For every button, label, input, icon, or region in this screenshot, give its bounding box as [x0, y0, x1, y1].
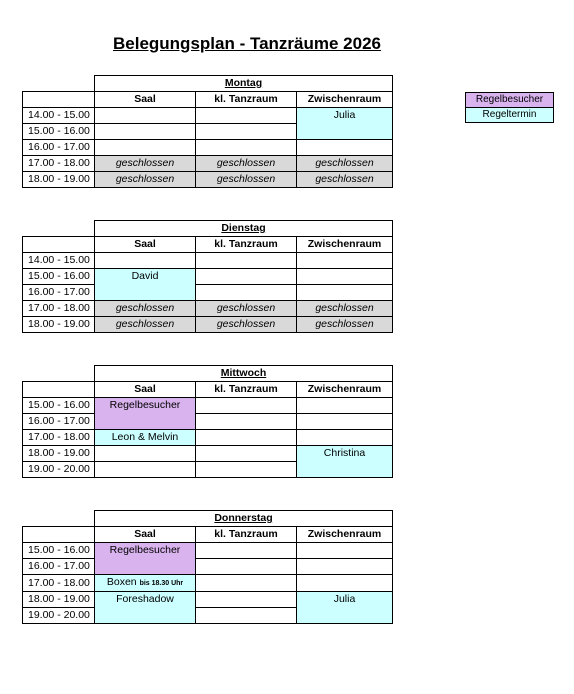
slot-cell — [95, 108, 196, 124]
legend — [465, 92, 554, 123]
col-saal: Saal — [95, 527, 196, 543]
slot-cell — [297, 430, 393, 446]
slot-cell — [196, 446, 297, 462]
col-saal: Saal — [95, 237, 196, 253]
closed-cell: geschlossen — [196, 172, 297, 188]
slot-cell — [297, 253, 393, 269]
corner-cell — [23, 237, 95, 253]
closed-cell: geschlossen — [297, 317, 393, 333]
slot-cell — [196, 124, 297, 140]
col-zwischenraum: Zwischenraum — [297, 527, 393, 543]
booking-regelbesucher: Regelbesucher — [95, 543, 196, 575]
col-kl-tanzraum: kl. Tanzraum — [196, 527, 297, 543]
slot-cell — [95, 253, 196, 269]
time-slot: 16.00 - 17.00 — [23, 285, 95, 301]
day-header: Dienstag — [95, 221, 393, 237]
time-slot: 17.00 - 18.00 — [23, 301, 95, 317]
corner-cell — [23, 382, 95, 398]
col-saal: Saal — [95, 382, 196, 398]
slot-cell — [297, 398, 393, 414]
corner-cell — [23, 92, 95, 108]
closed-cell: geschlossen — [196, 301, 297, 317]
col-kl-tanzraum: kl. Tanzraum — [196, 92, 297, 108]
booking-regelbesucher: Regelbesucher — [95, 398, 196, 430]
slot-cell — [297, 414, 393, 430]
time-slot: 18.00 - 19.00 — [23, 317, 95, 333]
blank-cell — [23, 221, 95, 237]
col-zwischenraum: Zwischenraum — [297, 237, 393, 253]
closed-cell: geschlossen — [95, 172, 196, 188]
boxen-label: Boxen — [106, 576, 137, 588]
closed-cell: geschlossen — [297, 156, 393, 172]
slot-cell — [196, 414, 297, 430]
day-header: Montag — [95, 76, 393, 92]
col-saal: Saal — [95, 92, 196, 108]
slot-cell — [196, 398, 297, 414]
slot-cell — [196, 285, 297, 301]
time-slot: 14.00 - 15.00 — [23, 108, 95, 124]
slot-cell — [95, 124, 196, 140]
slot-cell — [196, 269, 297, 285]
time-slot: 18.00 - 19.00 — [23, 446, 95, 462]
legend-regeltermin: Regeltermin — [466, 108, 554, 123]
time-slot: 17.00 - 18.00 — [23, 430, 95, 446]
booking-julia: Julia — [297, 108, 393, 140]
slot-cell — [297, 140, 393, 156]
time-slot: 15.00 - 16.00 — [23, 543, 95, 559]
booking-david: David — [95, 269, 196, 301]
col-kl-tanzraum: kl. Tanzraum — [196, 382, 297, 398]
schedule-mittwoch — [22, 365, 393, 478]
booking-foreshadow: Foreshadow — [95, 592, 196, 624]
closed-cell: geschlossen — [196, 156, 297, 172]
slot-cell — [196, 140, 297, 156]
time-slot: 14.00 - 15.00 — [23, 253, 95, 269]
slot-cell — [95, 140, 196, 156]
day-header: Mittwoch — [95, 366, 393, 382]
schedule-montag — [22, 75, 393, 188]
slot-cell — [196, 543, 297, 559]
closed-cell: geschlossen — [95, 156, 196, 172]
slot-cell — [297, 559, 393, 575]
time-slot: 18.00 - 19.00 — [23, 172, 95, 188]
blank-cell — [23, 366, 95, 382]
slot-cell — [297, 575, 393, 592]
time-slot: 16.00 - 17.00 — [23, 559, 95, 575]
time-slot: 15.00 - 16.00 — [23, 398, 95, 414]
closed-cell: geschlossen — [297, 172, 393, 188]
booking-leon-melvin: Leon & Melvin — [95, 430, 196, 446]
slot-cell — [196, 559, 297, 575]
day-header: Donnerstag — [95, 511, 393, 527]
time-slot: 15.00 - 16.00 — [23, 269, 95, 285]
closed-cell: geschlossen — [196, 317, 297, 333]
closed-cell: geschlossen — [297, 301, 393, 317]
time-slot: 16.00 - 17.00 — [23, 414, 95, 430]
time-slot: 15.00 - 16.00 — [23, 124, 95, 140]
time-slot: 17.00 - 18.00 — [23, 156, 95, 172]
slot-cell — [196, 462, 297, 478]
slot-cell — [297, 269, 393, 285]
blank-cell — [23, 76, 95, 92]
time-slot: 19.00 - 20.00 — [23, 608, 95, 624]
schedule-donnerstag — [22, 510, 393, 624]
booking-christina: Christina — [297, 446, 393, 478]
col-zwischenraum: Zwischenraum — [297, 92, 393, 108]
slot-cell — [196, 108, 297, 124]
closed-cell: geschlossen — [95, 301, 196, 317]
time-slot: 18.00 - 19.00 — [23, 592, 95, 608]
slot-cell — [196, 253, 297, 269]
slot-cell — [297, 543, 393, 559]
time-slot: 19.00 - 20.00 — [23, 462, 95, 478]
slot-cell — [196, 430, 297, 446]
slot-cell — [196, 592, 297, 608]
booking-julia: Julia — [297, 592, 393, 624]
schedule-dienstag — [22, 220, 393, 333]
legend-regelbesucher: Regelbesucher — [466, 93, 554, 108]
slot-cell — [196, 575, 297, 592]
corner-cell — [23, 527, 95, 543]
booking-boxen — [95, 575, 196, 592]
blank-cell — [23, 511, 95, 527]
col-zwischenraum: Zwischenraum — [297, 382, 393, 398]
slot-cell — [297, 285, 393, 301]
slot-cell — [196, 608, 297, 624]
time-slot: 16.00 - 17.00 — [23, 140, 95, 156]
col-kl-tanzraum: kl. Tanzraum — [196, 237, 297, 253]
slot-cell — [95, 446, 196, 462]
boxen-note: bis 18.30 Uhr — [139, 580, 184, 587]
closed-cell: geschlossen — [95, 317, 196, 333]
page-title: Belegungsplan - Tanzräume 2026 — [113, 34, 381, 53]
slot-cell — [95, 462, 196, 478]
time-slot: 17.00 - 18.00 — [23, 575, 95, 592]
